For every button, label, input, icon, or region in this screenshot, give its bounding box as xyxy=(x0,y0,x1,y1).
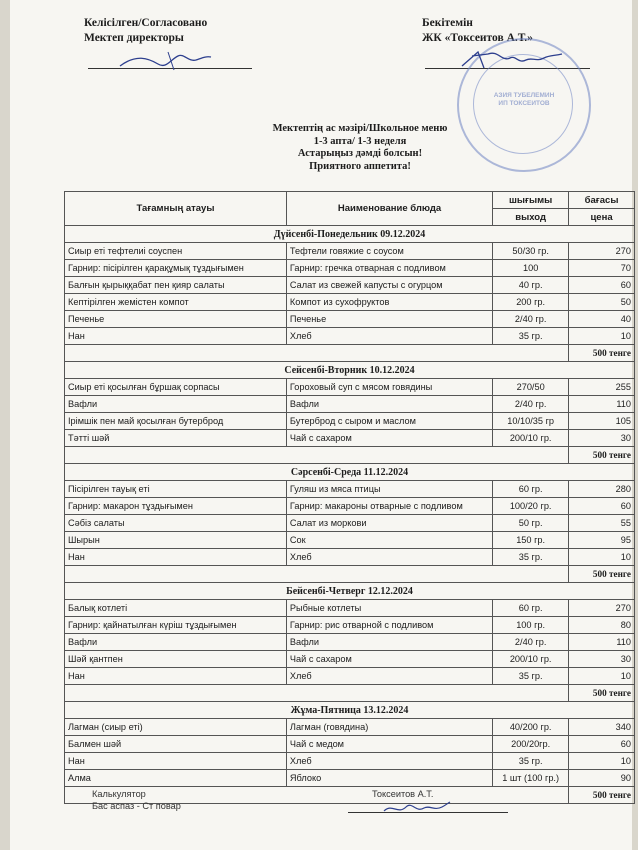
dish-kz-cell: Алма xyxy=(65,770,287,787)
price-cell: 30 xyxy=(569,430,635,447)
table-row xyxy=(65,498,635,515)
table-row xyxy=(65,328,635,345)
table-row xyxy=(65,294,635,311)
price-cell: 70 xyxy=(569,260,635,277)
day-total: 500 тенге xyxy=(569,447,635,464)
table-row xyxy=(65,277,635,294)
table-row xyxy=(65,600,635,617)
dish-kz-cell: Вафли xyxy=(65,634,287,651)
yield-cell: 2/40 гр. xyxy=(493,311,569,328)
yield-cell: 40/200 гр. xyxy=(493,719,569,736)
dish-ru-cell: Салат из моркови xyxy=(286,515,492,532)
day-row xyxy=(65,464,635,481)
cook-label: Бас аспаз - Ст повар xyxy=(92,801,181,811)
dish-ru-cell: Чай с сахаром xyxy=(286,651,492,668)
day-total: 500 тенге xyxy=(569,566,635,583)
dish-kz-cell: Нан xyxy=(65,668,287,685)
agreed-label: Келісілген/Согласовано xyxy=(84,17,208,29)
dish-ru-cell: Вафли xyxy=(286,634,492,651)
dish-ru-cell: Хлеб xyxy=(286,668,492,685)
price-cell: 90 xyxy=(569,770,635,787)
menu-table xyxy=(64,191,635,804)
price-cell: 280 xyxy=(569,481,635,498)
dish-ru-cell: Хлеб xyxy=(286,328,492,345)
title-line-4: Приятного аппетита! xyxy=(309,160,411,172)
entrepreneur-label: ЖК «Токсеитов А.Т.» xyxy=(422,32,533,44)
price-cell: 50 xyxy=(569,294,635,311)
yield-cell: 60 гр. xyxy=(493,600,569,617)
menu-body xyxy=(65,226,635,804)
price-cell: 10 xyxy=(569,549,635,566)
yield-cell: 200/10 гр. xyxy=(493,651,569,668)
approver-signature xyxy=(458,46,568,76)
price-cell: 95 xyxy=(569,532,635,549)
dish-kz-cell: Нан xyxy=(65,328,287,345)
total-row xyxy=(65,345,635,362)
dish-ru-cell: Рыбные котлеты xyxy=(286,600,492,617)
dish-kz-cell: Лагман (сиыр еті) xyxy=(65,719,287,736)
yield-cell: 100 гр. xyxy=(493,617,569,634)
dish-ru-cell: Хлеб xyxy=(286,549,492,566)
dish-ru-cell: Гарнир: макароны отварные с подливом xyxy=(286,498,492,515)
table-row xyxy=(65,651,635,668)
dish-kz-cell: Гарнир: макарон тұздығымен xyxy=(65,498,287,515)
table-row xyxy=(65,532,635,549)
price-cell: 60 xyxy=(569,277,635,294)
dish-ru-cell: Вафли xyxy=(286,396,492,413)
yield-cell: 100/20 гр. xyxy=(493,498,569,515)
col-yield-kz: шығымы xyxy=(493,192,569,209)
yield-cell: 2/40 гр. xyxy=(493,396,569,413)
day-total: 500 тенге xyxy=(569,345,635,362)
total-spacer xyxy=(65,685,569,702)
total-spacer xyxy=(65,447,569,464)
table-row xyxy=(65,617,635,634)
price-cell: 255 xyxy=(569,379,635,396)
dish-ru-cell: Чай с медом xyxy=(286,736,492,753)
dish-ru-cell: Салат из свежей капусты с огурцом xyxy=(286,277,492,294)
table-row xyxy=(65,430,635,447)
table-row xyxy=(65,260,635,277)
total-row xyxy=(65,566,635,583)
total-row xyxy=(65,447,635,464)
price-cell: 30 xyxy=(569,651,635,668)
dish-kz-cell: Пісірілген тауық еті xyxy=(65,481,287,498)
dish-kz-cell: Балық котлеті xyxy=(65,600,287,617)
day-total: 500 тенге xyxy=(569,685,635,702)
day-row xyxy=(65,362,635,379)
price-cell: 110 xyxy=(569,634,635,651)
yield-cell: 270/50 xyxy=(493,379,569,396)
dish-kz-cell: Сиыр еті тефтелиі соуспен xyxy=(65,243,287,260)
yield-cell: 35 гр. xyxy=(493,328,569,345)
day-row xyxy=(65,702,635,719)
yield-cell: 200/10 гр. xyxy=(493,430,569,447)
price-cell: 270 xyxy=(569,243,635,260)
price-cell: 60 xyxy=(569,498,635,515)
price-cell: 10 xyxy=(569,668,635,685)
total-row xyxy=(65,685,635,702)
day-heading: Бейсенбі-Четверг 12.12.2024 xyxy=(65,583,635,600)
table-row xyxy=(65,770,635,787)
price-cell: 10 xyxy=(569,753,635,770)
price-cell: 270 xyxy=(569,600,635,617)
col-ru-name: Наименование блюда xyxy=(286,192,492,226)
dish-kz-cell: Вафли xyxy=(65,396,287,413)
price-cell: 55 xyxy=(569,515,635,532)
menu-title xyxy=(230,123,490,173)
price-cell: 10 xyxy=(569,328,635,345)
dish-kz-cell: Ірімшік пен май қосылған бутерброд xyxy=(65,413,287,430)
yield-cell: 35 гр. xyxy=(493,753,569,770)
dish-kz-cell: Балмен шәй xyxy=(65,736,287,753)
day-heading: Жұма-Пятница 13.12.2024 xyxy=(65,702,635,719)
footer-left xyxy=(92,788,181,812)
title-line-2: 1-3 апта/ 1-3 неделя xyxy=(313,135,407,147)
dish-ru-cell: Лагман (говядина) xyxy=(286,719,492,736)
table-row xyxy=(65,668,635,685)
price-cell: 105 xyxy=(569,413,635,430)
yield-cell: 35 гр. xyxy=(493,549,569,566)
dish-ru-cell: Тефтели говяжие с соусом xyxy=(286,243,492,260)
yield-cell: 1 шт (100 гр.) xyxy=(493,770,569,787)
total-spacer xyxy=(65,345,569,362)
col-kz-name: Тағамның атауы xyxy=(65,192,287,226)
dish-kz-cell: Гарнир: пісірілген қарақұмық тұздығымен xyxy=(65,260,287,277)
calculator-name: Токсеитов А.Т. xyxy=(372,789,434,799)
col-price-ru: цена xyxy=(569,209,635,226)
menu-document xyxy=(10,0,632,850)
dish-ru-cell: Яблоко xyxy=(286,770,492,787)
director-signature xyxy=(118,48,213,73)
table-row xyxy=(65,719,635,736)
yield-cell: 200/20гр. xyxy=(493,736,569,753)
price-cell: 40 xyxy=(569,311,635,328)
day-row xyxy=(65,226,635,243)
dish-kz-cell: Шырын xyxy=(65,532,287,549)
dish-ru-cell: Гуляш из мяса птицы xyxy=(286,481,492,498)
price-cell: 340 xyxy=(569,719,635,736)
yield-cell: 100 xyxy=(493,260,569,277)
yield-cell: 2/40 гр. xyxy=(493,634,569,651)
price-cell: 80 xyxy=(569,617,635,634)
yield-cell: 50/30 гр. xyxy=(493,243,569,260)
day-heading: Сәрсенбі-Среда 11.12.2024 xyxy=(65,464,635,481)
price-cell: 60 xyxy=(569,736,635,753)
yield-cell: 200 гр. xyxy=(493,294,569,311)
table-row xyxy=(65,736,635,753)
dish-kz-cell: Тәтті шәй xyxy=(65,430,287,447)
dish-kz-cell: Сиыр еті қосылған бұршақ сорпасы xyxy=(65,379,287,396)
dish-ru-cell: Гарнир: гречка отварная с подливом xyxy=(286,260,492,277)
dish-ru-cell: Гарнир: рис отварной с подливом xyxy=(286,617,492,634)
table-row xyxy=(65,481,635,498)
col-yield-ru: выход xyxy=(493,209,569,226)
dish-kz-cell: Гарнир: қайнатылған күріш тұздығымен xyxy=(65,617,287,634)
table-row xyxy=(65,634,635,651)
dish-ru-cell: Компот из сухофруктов xyxy=(286,294,492,311)
calculator-label: Калькулятор xyxy=(92,789,146,799)
col-price-kz: бағасы xyxy=(569,192,635,209)
dish-ru-cell: Чай с сахаром xyxy=(286,430,492,447)
yield-cell: 150 гр. xyxy=(493,532,569,549)
yield-cell: 40 гр. xyxy=(493,277,569,294)
dish-kz-cell: Кептірілген жемістен компот xyxy=(65,294,287,311)
day-row xyxy=(65,583,635,600)
day-heading: Сейсенбі-Вторник 10.12.2024 xyxy=(65,362,635,379)
title-line-1: Мектептің ас мәзірі/Школьное меню xyxy=(272,123,448,134)
table-row xyxy=(65,379,635,396)
dish-ru-cell: Печенье xyxy=(286,311,492,328)
approve-label: Бекітемін xyxy=(422,17,473,29)
table-row xyxy=(65,515,635,532)
approval-block-left xyxy=(84,16,207,46)
day-total: 500 тенге xyxy=(569,787,635,804)
day-heading: Дүйсенбі-Понедельник 09.12.2024 xyxy=(65,226,635,243)
table-row xyxy=(65,549,635,566)
dish-kz-cell: Нан xyxy=(65,753,287,770)
yield-cell: 60 гр. xyxy=(493,481,569,498)
table-row xyxy=(65,396,635,413)
dish-ru-cell: Сок xyxy=(286,532,492,549)
dish-kz-cell: Шәй қантпен xyxy=(65,651,287,668)
dish-ru-cell: Гороховый суп с мясом говядины xyxy=(286,379,492,396)
dish-kz-cell: Сәбіз салаты xyxy=(65,515,287,532)
table-row xyxy=(65,243,635,260)
footer-signature xyxy=(382,797,452,819)
table-row xyxy=(65,753,635,770)
yield-cell: 35 гр. xyxy=(493,668,569,685)
dish-kz-cell: Печенье xyxy=(65,311,287,328)
table-row xyxy=(65,311,635,328)
price-cell: 110 xyxy=(569,396,635,413)
dish-ru-cell: Бутерброд с сыром и маслом xyxy=(286,413,492,430)
title-line-3: Астарыңыз дәмді болсын! xyxy=(297,148,423,159)
dish-ru-cell: Хлеб xyxy=(286,753,492,770)
yield-cell: 10/10/35 гр xyxy=(493,413,569,430)
table-row xyxy=(65,413,635,430)
director-label: Мектеп директоры xyxy=(84,32,184,44)
dish-kz-cell: Нан xyxy=(65,549,287,566)
dish-kz-cell: Балғын қырыққабат пен қияр салаты xyxy=(65,277,287,294)
total-spacer xyxy=(65,566,569,583)
yield-cell: 50 гр. xyxy=(493,515,569,532)
stamp-text: АЗИЯ ТУБЕЛЕМИН ИП ТОКСЕИТОВ xyxy=(493,92,555,107)
